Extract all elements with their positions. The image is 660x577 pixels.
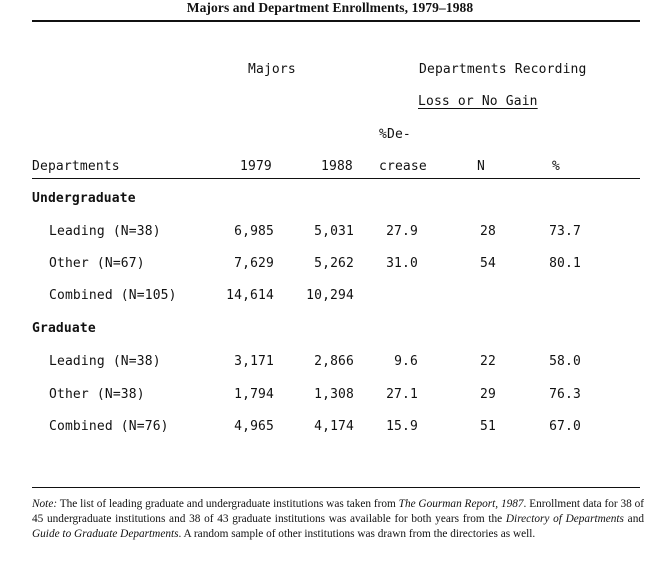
header-departments-recording: Departments Recording xyxy=(419,62,587,77)
note-text-1: The list of leading graduate and undergraduate institutions was taken from xyxy=(57,498,399,510)
row-n: 29 xyxy=(480,387,496,402)
row-1979: 6,985 xyxy=(234,224,274,239)
table-title: Majors and Department Enrollments, 1979–1988 xyxy=(186,0,474,15)
row-1979: 14,614 xyxy=(226,288,274,303)
note-text-2: . Enrollment data for 38 of 45 undergraduate institutions and 38 of 43 graduate institutions was available for both years from the xyxy=(32,498,645,525)
row-pct: 76.3 xyxy=(549,387,581,402)
note-source-2: Directory of Departments xyxy=(505,513,624,525)
header-1979: 1979 xyxy=(240,159,272,174)
row-1988: 4,174 xyxy=(314,419,354,434)
header-loss-or-no-gain: Loss or No Gain xyxy=(418,94,538,109)
note-label: Note: xyxy=(32,498,58,510)
row-name: Leading (N=38) xyxy=(49,224,161,239)
section-undergraduate: Undergraduate xyxy=(32,191,136,206)
header-departments: Departments xyxy=(32,159,120,174)
header-rule xyxy=(32,178,640,179)
header-pct: % xyxy=(552,159,560,174)
row-n: 54 xyxy=(480,256,496,271)
row-1979: 1,794 xyxy=(234,387,274,402)
header-1988: 1988 xyxy=(321,159,353,174)
footnote xyxy=(32,497,644,542)
row-pct: 58.0 xyxy=(549,354,581,369)
note-source-1: The Gourman Report, 1987 xyxy=(398,498,524,510)
row-1988: 5,262 xyxy=(314,256,354,271)
row-n: 51 xyxy=(480,419,496,434)
row-n: 22 xyxy=(480,354,496,369)
header-majors: Majors xyxy=(248,62,296,77)
row-1988: 2,866 xyxy=(314,354,354,369)
row-n: 28 xyxy=(480,224,496,239)
row-decrease: 31.0 xyxy=(386,256,418,271)
row-pct: 80.1 xyxy=(549,256,581,271)
row-pct: 67.0 xyxy=(549,419,581,434)
row-name: Other (N=38) xyxy=(49,387,145,402)
header-n: N xyxy=(477,159,485,174)
note-text-3: and xyxy=(623,513,644,525)
header-pct-decrease-top: %De- xyxy=(379,127,411,142)
row-1979: 4,965 xyxy=(234,419,274,434)
bottom-rule xyxy=(32,487,640,488)
row-decrease: 15.9 xyxy=(386,419,418,434)
top-rule xyxy=(32,20,640,22)
section-graduate: Graduate xyxy=(32,321,96,336)
row-decrease: 27.9 xyxy=(386,224,418,239)
row-name: Leading (N=38) xyxy=(49,354,161,369)
row-name: Combined (N=105) xyxy=(49,288,177,303)
row-decrease: 9.6 xyxy=(394,354,418,369)
row-1988: 1,308 xyxy=(314,387,354,402)
header-pct-decrease-bottom: crease xyxy=(379,159,427,174)
note-source-3: Guide to Graduate Departments xyxy=(32,528,179,540)
row-1988: 10,294 xyxy=(306,288,354,303)
row-1988: 5,031 xyxy=(314,224,354,239)
row-pct: 73.7 xyxy=(549,224,581,239)
row-name: Other (N=67) xyxy=(49,256,145,271)
row-name: Combined (N=76) xyxy=(49,419,169,434)
row-1979: 7,629 xyxy=(234,256,274,271)
row-decrease: 27.1 xyxy=(386,387,418,402)
note-text-4: . A random sample of other institutions was drawn from the directories as well. xyxy=(178,528,536,540)
row-1979: 3,171 xyxy=(234,354,274,369)
